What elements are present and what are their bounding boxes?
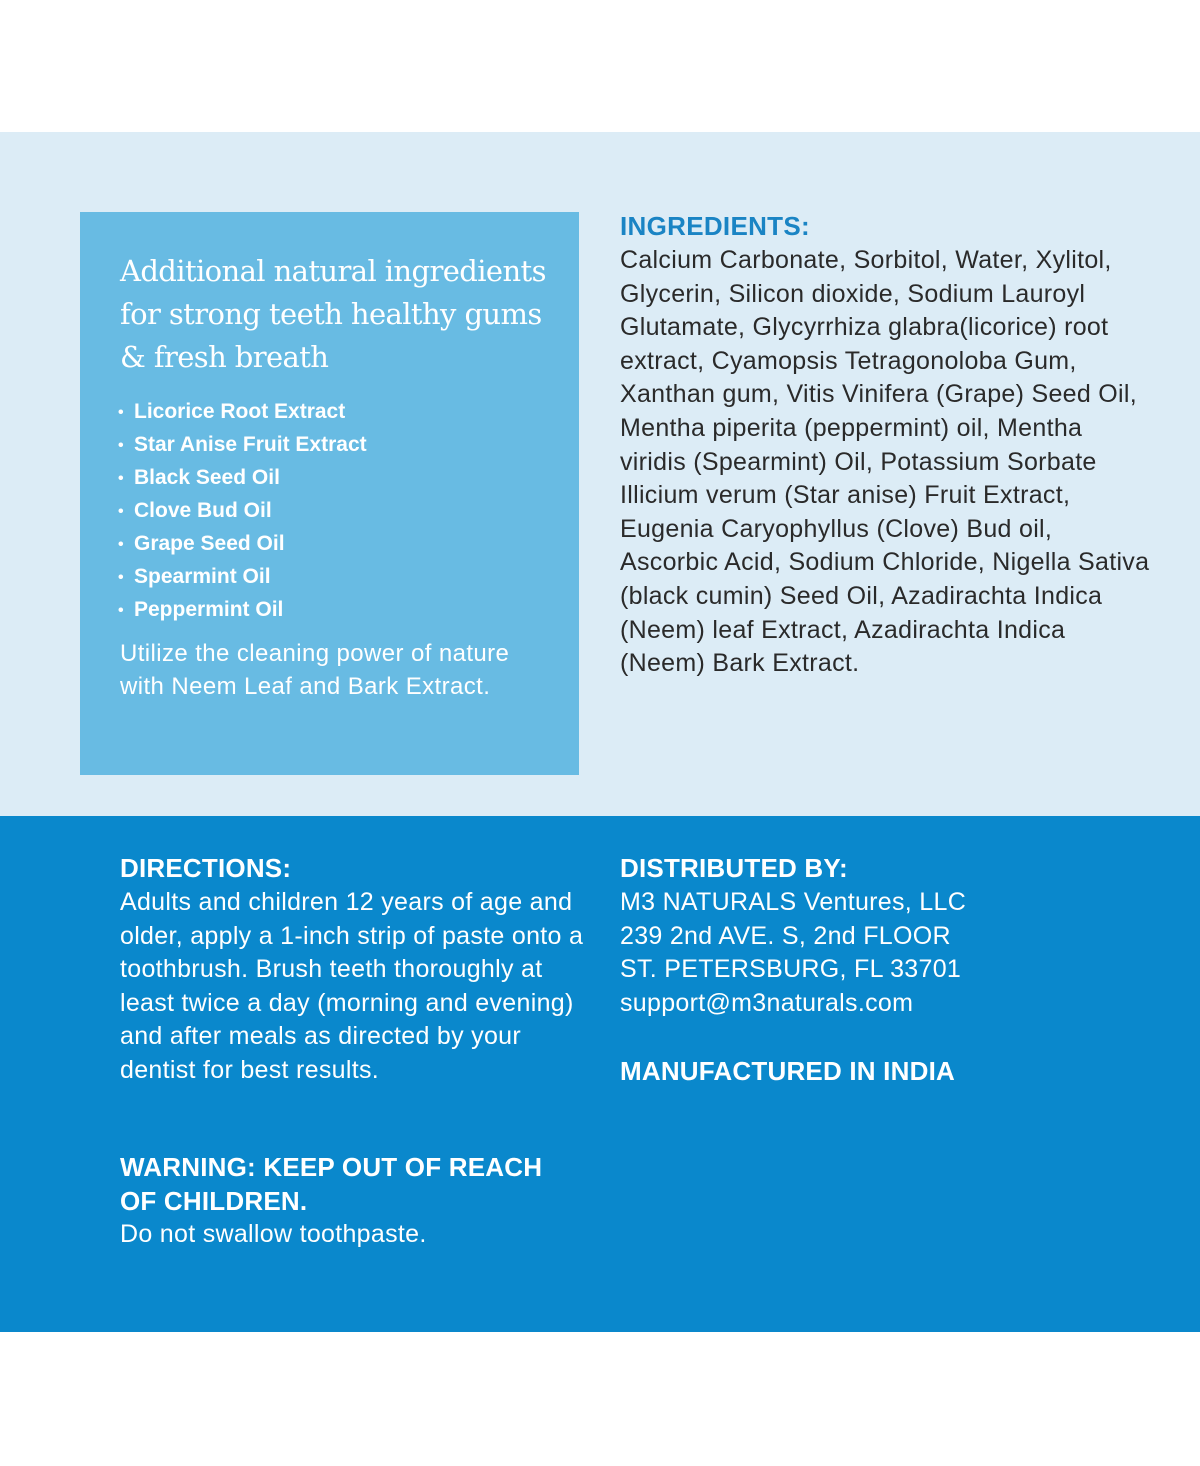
distributor-company: M3 NATURALS Ventures, LLC [620,888,967,916]
list-item-label: Clove Bud Oil [134,499,272,522]
distributor-email: support@m3naturals.com [620,988,914,1017]
distributor-address-line2: ST. PETERSBURG, FL 33701 [620,955,962,984]
list-item [118,561,367,594]
directions-heading: DIRECTIONS: [120,853,292,883]
bullet-icon: • [118,437,124,454]
list-item [118,462,367,495]
neem-note: Utilize the cleaning power of nature with Neem Leaf and Bark Extract. [120,640,510,700]
bullet-icon: • [118,503,124,520]
list-item [118,429,367,462]
warning-text: Do not swallow toothpaste. [120,1220,427,1248]
list-item-label: Licorice Root Extract [134,400,346,423]
list-item-label: Peppermint Oil [134,598,284,621]
list-item [118,594,367,627]
bullet-icon: • [118,536,124,553]
list-item-label: Black Seed Oil [134,466,280,489]
manufactured-in-label: MANUFACTURED IN INDIA [620,1056,955,1086]
list-item-label: Grape Seed Oil [134,532,285,555]
natural-ingredients-list [118,396,367,627]
list-item-label: Spearmint Oil [134,565,271,588]
list-item [118,528,367,561]
distributor-address [620,886,1100,1020]
list-item [118,396,367,429]
bullet-icon: • [118,602,124,619]
bullet-icon: • [118,569,124,586]
natural-ingredients-heading: Additional natural ingredients for strong teeth healthy gums & fresh breath [120,254,546,374]
list-item-label: Star Anise Fruit Extract [134,433,367,456]
ingredients-heading: INGREDIENTS: [620,211,810,241]
warning-heading: WARNING: KEEP OUT OF REACH OF CHILDREN. [120,1152,543,1216]
bullet-icon: • [118,404,124,421]
bullet-icon: • [118,470,124,487]
distributor-address-line1: 239 2nd AVE. S, 2nd FLOOR [620,921,951,950]
directions-text: Adults and children 12 years of age and older, apply a 1-inch strip of paste onto a toothbrush. Brush teeth thoroughly at least twice a day (morning and evening) and after meals as directed by your dentist for best results. [120,888,584,1084]
ingredients-text: Calcium Carbonate, Sorbitol, Water, Xylitol, Glycerin, Silicon dioxide, Sodium Lauroyl Glutamate, Glycyrrhiza glabra(licorice) root extract, Cyamopsis Tetragonoloba Gum, Xanthan gum, Vitis Vinifera (Grape) Seed Oil, Mentha piperita (peppermint) oil, Mentha viridis (Spearmint) Oil, Potassium Sorbate Illicium verum (Star anise) Fruit Extract, Eugenia Caryophyllus (Clove) Bud oil, Ascorbic Acid, Sodium Chloride, Nigella Sativa (black cumin) Seed Oil, Azadirachta Indica (Neem) leaf Extract, Azadirachta Indica (Neem) Bark Extract. [620,246,1150,678]
list-item [118,495,367,528]
distributed-by-heading: DISTRIBUTED BY: [620,853,848,883]
